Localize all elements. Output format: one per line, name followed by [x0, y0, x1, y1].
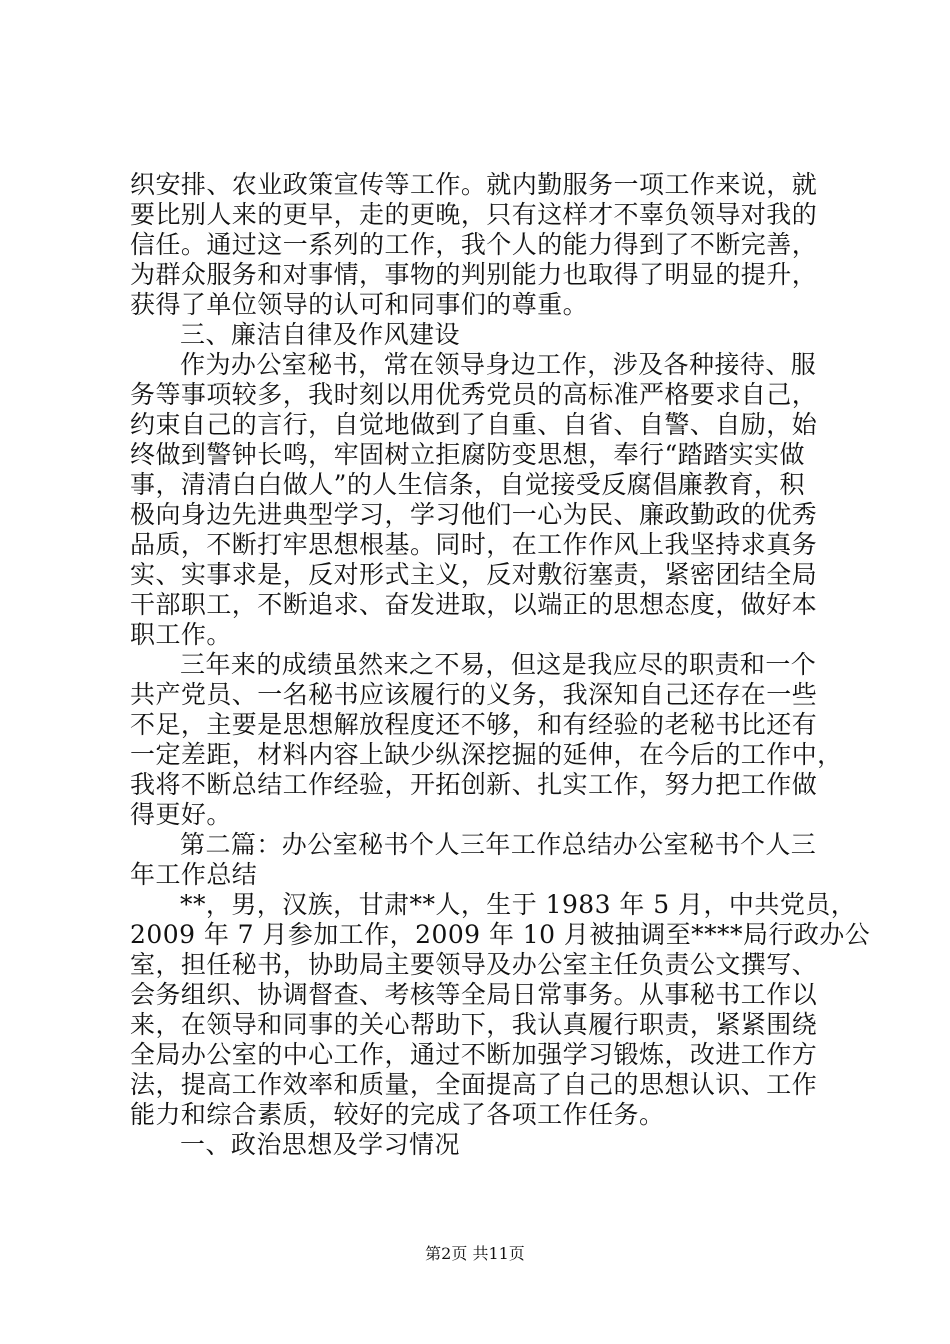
text-line: **，男，汉族，甘肃**人，生于 1983 年 5 月，中共党员， — [180, 890, 857, 919]
text-line: 信任。通过这一系列的工作，我个人的能力得到了不断完善， — [130, 230, 818, 259]
chapter-heading: 第二篇：办公室秘书个人三年工作总结办公室秘书个人三 — [180, 830, 817, 859]
page-footer: 第2页 共11页 — [425, 1244, 525, 1263]
text-line: 品质，不断打牢思想根基。同时，在工作作风上我坚持求真务 — [130, 530, 818, 559]
text-line: 室，担任秘书，协助局主要领导及办公室主任负责公文撰写、 — [130, 950, 818, 979]
text-line: 为群众服务和对事情，事物的判别能力也取得了明显的提升， — [130, 260, 818, 289]
text-line: 不足，主要是思想解放程度还不够，和有经验的老秘书比还有 — [130, 710, 818, 739]
text-line: 会务组织、协调督查、考核等全局日常事务。从事秘书工作以 — [130, 980, 818, 1009]
text-line: 能力和综合素质，较好的完成了各项工作任务。 — [130, 1100, 665, 1129]
text-line: 获得了单位领导的认可和同事们的尊重。 — [130, 290, 589, 319]
text-line: 2009 年 7 月参加工作，2009 年 10 月被抽调至****局行政办公 — [130, 920, 871, 949]
text-line: 要比别人来的更早，走的更晚，只有这样才不辜负领导对我的 — [130, 200, 818, 229]
text-line: 一定差距，材料内容上缺少纵深挖掘的延伸，在今后的工作中， — [130, 740, 843, 769]
text-line: 来，在领导和同事的关心帮助下，我认真履行职责，紧紧围绕 — [130, 1010, 818, 1039]
text-line: 我将不断总结工作经验，开拓创新、扎实工作，努力把工作做 — [130, 770, 818, 799]
document-body — [130, 170, 871, 1160]
text-line: 作为办公室秘书，常在领导身边工作，涉及各种接待、服 — [180, 350, 817, 379]
chapter-heading: 年工作总结 — [130, 860, 258, 889]
text-line: 干部职工，不断追求、奋发进取，以端正的思想态度，做好本 — [130, 590, 818, 619]
text-line: 终做到警钟长鸣，牢固树立拒腐防变思想，奉行“踏踏实实做 — [130, 440, 805, 469]
text-line: 法，提高工作效率和质量，全面提高了自己的思想认识、工作 — [130, 1070, 818, 1099]
section-heading: 三、廉洁自律及作风建设 — [180, 320, 460, 349]
text-line: 务等事项较多，我时刻以用优秀党员的高标准严格要求自己， — [130, 380, 818, 409]
text-line: 职工作。 — [130, 620, 232, 649]
text-line: 事，清清白白做人”的人生信条，自觉接受反腐倡廉教育，积 — [130, 470, 805, 499]
text-line: 三年来的成绩虽然来之不易，但这是我应尽的职责和一个 — [180, 650, 817, 679]
text-line: 织安排、农业政策宣传等工作。就内勤服务一项工作来说，就 — [130, 170, 818, 199]
text-line: 极向身边先进典型学习，学习他们一心为民、廉政勤政的优秀 — [130, 500, 818, 529]
text-line: 约束自己的言行，自觉地做到了自重、自省、自警、自励，始 — [130, 410, 818, 439]
text-line: 共产党员、一名秘书应该履行的义务，我深知自己还存在一些 — [130, 680, 818, 709]
text-line: 实、实事求是，反对形式主义，反对敷衍塞责，紧密团结全局 — [130, 560, 818, 589]
text-line: 得更好。 — [130, 800, 232, 829]
section-heading: 一、政治思想及学习情况 — [180, 1130, 460, 1159]
text-line: 全局办公室的中心工作，通过不断加强学习锻炼，改进工作方 — [130, 1040, 818, 1069]
